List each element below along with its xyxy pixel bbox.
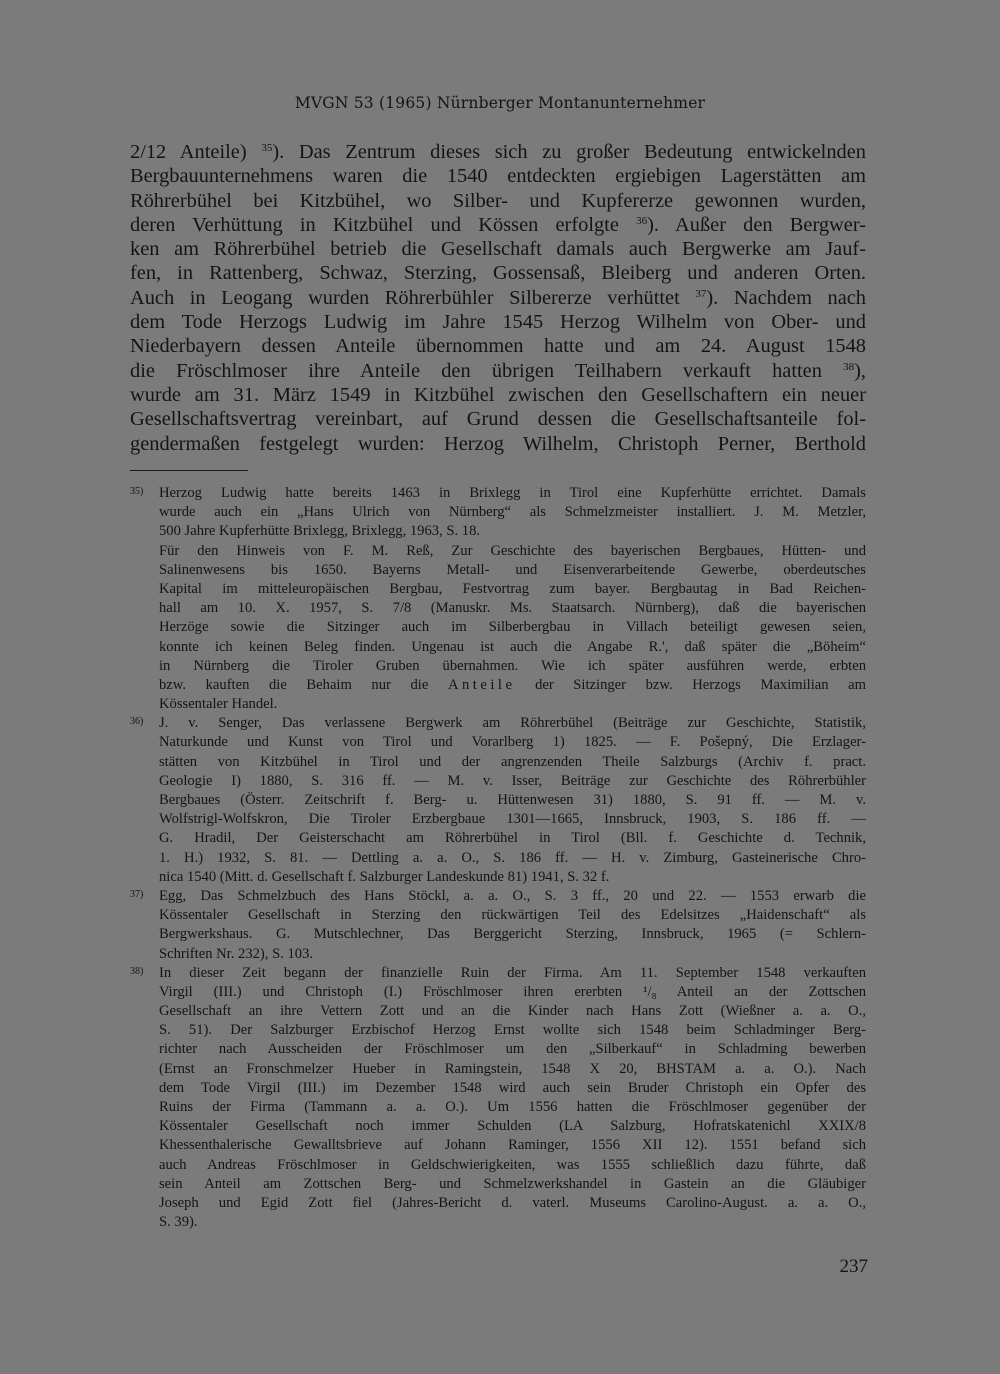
- footnote-line: Bergbaues (Österr. Zeitschrift f. Berg- u. Hüttenwesen 31) 1880, S. 91 ff. — M. v.: [159, 792, 866, 808]
- footnote-line: richter nach Ausscheiden der Fröschlmoser um den „Silberkauf“ in Schladming bewerben: [159, 1041, 866, 1058]
- footnote-line: Virgil (III.) und Christoph (I.) Fröschlmoser ihren ererbten ¹/₈ Anteil an der Zottschen: [159, 983, 866, 1000]
- text-line: fen, in Rattenberg, Schwaz, Sterzing, Gossensaß, Bleiberg und anderen Orten.: [130, 262, 866, 285]
- footnote-line: bzw. kauften die Behaim nur die Anteile der Sitzinger bzw. Herzogs Maximilian am: [159, 676, 867, 693]
- text-line: 2/12 Anteile) $^{35}$). Das Zentrum dieses sich zu großer Bedeutung entwickelnden: [130, 141, 866, 163]
- text-line: wurde am 31. März 1549 in Kitzbühel zwischen den Gesellschaftern ein neuer: [130, 383, 866, 406]
- footnote-line: Bergwerkshaus. G. Mutschlechner, Das Berggericht Sterzing, Innsbruck, 1965 (= Schlern-: [159, 926, 866, 943]
- footnote-line: 1. H.) 1932, S. 81. — Dettling a. a. O., S. 186 ff. — H. v. Zimburg, Gasteinerische Chro-: [159, 849, 866, 866]
- footnote-line: konnte ich keinen Beleg finden. Ungenau ist auch die Angabe R.', daß später die „Böheim“: [159, 638, 866, 655]
- footnote-line: nica 1540 (Mitt. d. Gesellschaft f. Salzburger Landeskunde 81) 1941, S. 32 f.: [159, 868, 610, 885]
- main-text: [130, 140, 866, 456]
- footnote-line: Geologie I) 1880, S. 316 ff. — M. v. Isser, Beiträge zur Geschichte des Röhrerbühler: [159, 772, 866, 789]
- footnote-line: Joseph und Egid Zott fiel (Jahres-Bericht d. vaterl. Museums Carolino-August. a. a. O.,: [159, 1194, 866, 1211]
- text-line: Gesellschaftsvertrag vereinbart, auf Grund dessen die Gesellschaftsanteile fol-: [130, 408, 866, 431]
- footnote-marker: 36): [130, 716, 144, 728]
- running-header: MVGN 53 (1965) Nürnberger Montanunternehmer: [294, 94, 706, 112]
- text-line: gendermaßen festgelegt wurden: Herzog Wilhelm, Christoph Perner, Berthold: [130, 432, 866, 455]
- footnote-line: Für den Hinweis von F. M. Reß, Zur Geschichte des bayerischen Bergbaues, Hütten- und: [159, 542, 866, 559]
- footnote-ref[interactable]: 37: [695, 287, 707, 300]
- footnote-line: (Ernst an Fronschmelzer Hueber in Ramingstein, 1548 X 20, BHSTAM a. a. O.). Nach: [159, 1060, 866, 1077]
- footnote-line: Gesellschaft an ihre Vettern Zott und an die Kinder nach Hans Zott (Wießner a. a. O.,: [159, 1003, 866, 1020]
- text-line: Bergbauunternehmens waren die 1540 entdeckten ergiebigen Lagerstätten am: [130, 165, 866, 188]
- footnote-line: Khessenthalerische Gewalltsbrieve auf Johann Raminger, 1556 XII 12). 1551 befand sich: [159, 1137, 866, 1154]
- footnote-marker: 38): [130, 965, 144, 977]
- footnote-marker: 37): [130, 888, 144, 900]
- fraction: ¹/₈: [643, 983, 657, 1000]
- text-line: Auch in Leogang wurden Röhrerbühler Silbererze verhüttet $^{37}$). Nachdem nach: [130, 286, 867, 309]
- footnote-line: S. 51). Der Salzburger Erzbischof Herzog Ernst wollte sich 1548 beim Schladminger Berg-: [159, 1022, 866, 1039]
- footnote-line: stätten von Kitzbühel in Tirol und der angrenzenden Theile Salzburgs (Archiv f. pract.: [159, 753, 866, 770]
- footnote-line: Egg, Das Schmelzbuch des Hans Stöckl, a. a. O., S. 3 ff., 20 und 22. — 1553 erwarb die: [159, 887, 866, 904]
- footnote-38: [130, 964, 866, 1233]
- footnotes: [130, 484, 866, 1232]
- footnote-line: Wolfstrigl-Wolfskron, Die Tiroler Erzbergbaue 1301—1665, Innsbruck, 1903, S. 186 ff. —: [159, 811, 866, 828]
- footnote-line: Salinenwesens bis 1650. Bayerns Metall- und Eisenverarbeitende Gewerbe, oberdeutsches: [159, 561, 866, 578]
- footnote-line: Kössentaler Gesellschaft in Sterzing den rückwärtigen Teil des Edelsitzes „Haidenschaft“ als: [159, 907, 866, 924]
- footnote-marker: 35): [130, 486, 144, 497]
- footnote-36: [130, 714, 866, 887]
- footnote-line: Kössentaler Handel.: [159, 696, 278, 713]
- footnote-divider: [130, 470, 248, 471]
- footnote-line: S. 39).: [159, 1214, 198, 1231]
- footnote-line: Kössentaler Gesellschaft noch immer Schulden (LA Salzburg, Hofratskatenichl XXIX/8: [159, 1118, 866, 1135]
- footnote-line: hall am 10. X. 1957, S. 7/8 (Manuskr. Ms. Staatsarch. Nürnberg), daß die bayerischen: [159, 600, 866, 617]
- footnote-line: auch Andreas Fröschlmoser in Geldschwierigkeiten, was 1555 schließlich dazu führte, daß: [159, 1156, 866, 1173]
- footnote-ref[interactable]: 35: [261, 142, 273, 154]
- text-line: Niederbayern dessen Anteile übernommen hatte und am 24. August 1548: [130, 335, 866, 358]
- spaced-emphasis: Anteile: [447, 676, 516, 693]
- footnote-37: [130, 887, 866, 964]
- text-line: dem Tode Herzogs Ludwig im Jahre 1545 Herzog Wilhelm von Ober- und: [130, 311, 866, 334]
- footnote-line: 500 Jahre Kupferhütte Brixlegg, Brixlegg, 1963, S. 18.: [159, 523, 481, 540]
- footnote-line: in Nürnberg die Tiroler Gruben übernahmen. Wie ich später ausführen werde, erbten: [159, 657, 866, 674]
- text-line: deren Verhüttung in Kitzbühel und Kössen erfolgte $^{36}$). Außer den Bergwer-: [130, 213, 867, 236]
- page-number: 237: [839, 1256, 868, 1277]
- footnote-ref[interactable]: 36: [636, 214, 648, 227]
- footnote-ref[interactable]: 38: [843, 360, 855, 373]
- footnote-35: [130, 484, 866, 714]
- footnote-line: dem Tode Virgil (III.) im Dezember 1548 wird auch sein Bruder Christoph ein Opfer des: [159, 1079, 866, 1096]
- footnote-line: Herzog Ludwig hatte bereits 1463 in Brixlegg in Tirol eine Kupferhütte errichtet. Damals: [159, 485, 866, 501]
- footnote-line: Schriften Nr. 232), S. 103.: [159, 945, 314, 962]
- footnote-line: Ruins der Firma (Tammann a. a. O.). Um 1556 hatten die Fröschlmoser gegenüber der: [159, 1099, 866, 1115]
- footnote-line: Herzöge sowie die Sitzinger auch im Silberbergbau in Villach beteiligt gewesen seien,: [159, 619, 866, 636]
- text-line: ken am Röhrerbühel betrieb die Gesellschaft damals auch Bergwerke am Jauf-: [130, 238, 866, 261]
- footnote-line: Naturkunde und Kunst von Tirol und Vorarlberg 1) 1825. — F. Pošepný, Die Erzlager-: [159, 734, 866, 751]
- footnote-line: wurde auch ein „Hans Ulrich von Nürnberg“ als Schmelzmeister installiert. J. M. Metzler,: [159, 504, 866, 521]
- footnote-line: In dieser Zeit begann der finanzielle Ruin der Firma. Am 11. September 1548 verkauften: [159, 964, 866, 981]
- footnote-line: G. Hradil, Der Geisterschacht am Röhrerbühel in Tirol (Bll. f. Geschichte d. Technik,: [159, 830, 866, 847]
- footnote-line: J. v. Senger, Das verlassene Bergwerk am Röhrerbühel (Beiträge zur Geschichte, Statistik,: [159, 715, 866, 732]
- text-line: die Fröschlmoser ihre Anteile den übrigen Teilhabern verkauft hatten $^{38}$),: [130, 359, 866, 382]
- footnote-line: sein Anteil am Zottschen Berg- und Schmelzwerkshandel in Gastein an die Gläubiger: [159, 1175, 866, 1192]
- text-line: Röhrerbühel bei Kitzbühel, wo Silber- und Kupfererze gewonnen wurden,: [130, 189, 866, 212]
- footnote-line: Kapital im mitteleuropäischen Bergbau, Festvortrag zum bayer. Bergbautag in Bad Reichen-: [159, 580, 866, 597]
